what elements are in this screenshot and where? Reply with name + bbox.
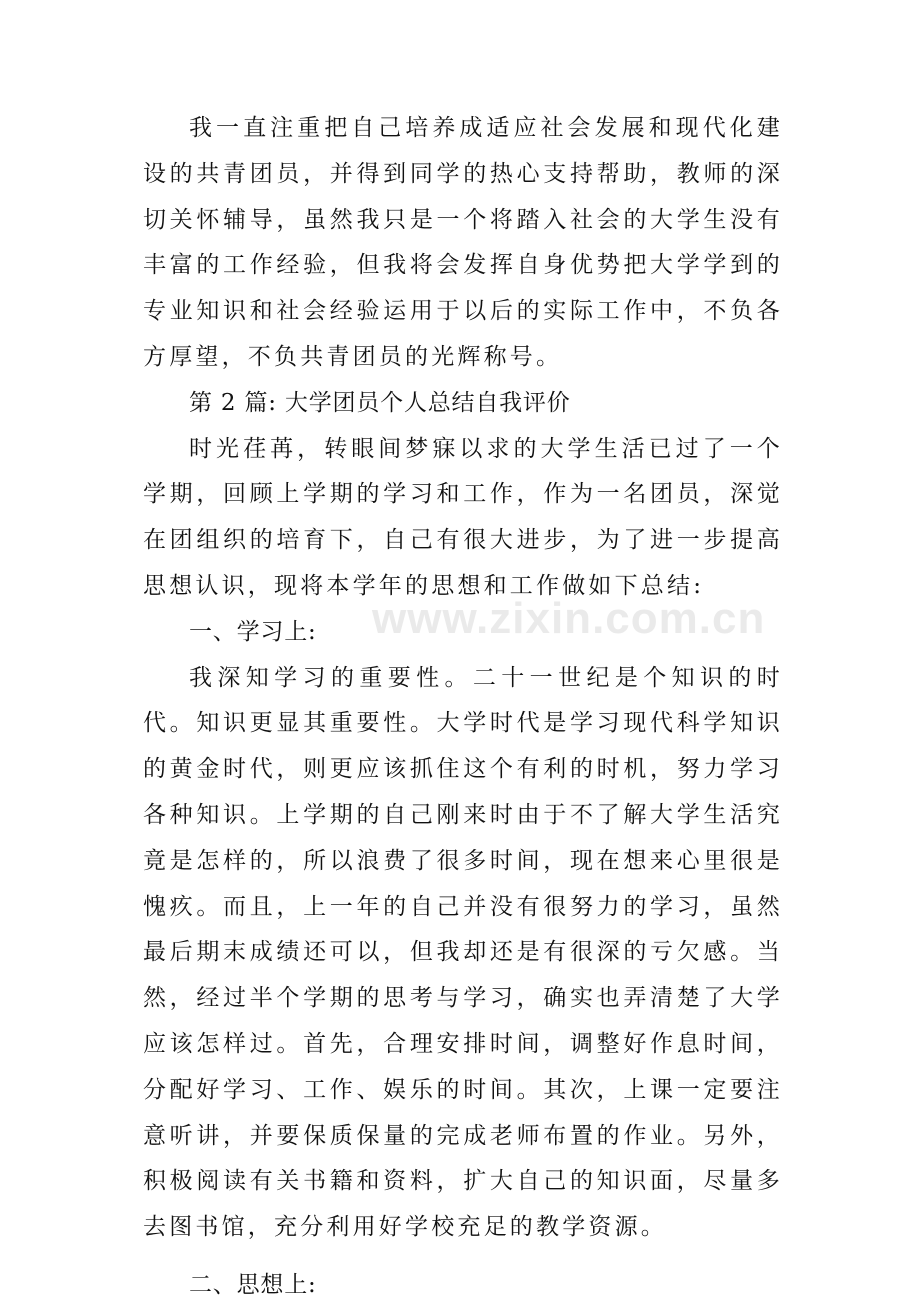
article-heading: 第 2 篇: 大学团员个人总结自我评价 (189, 389, 571, 416)
paragraph-overview: 时光荏苒，转眼间梦寐以求的大学生活已过了一个学期，回顾上学期的学习和工作，作为一名团员，深觉在团组织的培育下，自己有很大进步，为了进一步提高思想认识，现将本学年的思想和工作做如下总结: (143, 435, 783, 599)
section-heading-study: 一、学习上: (189, 618, 317, 645)
watermark: www.zixin.com.cn (372, 594, 766, 643)
section-heading-thought: 二、思想上: (189, 1271, 317, 1298)
paragraph-intro: 我一直注重把自己培养成适应社会发展和现代化建设的共青团员，并得到同学的热心支持帮助，教师的深切关怀辅导，虽然我只是一个将踏入社会的大学生没有丰富的工作经验，但我将会发挥自身优势把大学学到的专业知识和社会经验运用于以后的实际工作中，不负各方厚望，不负共青团员的光辉称号。 (143, 115, 783, 370)
document-body (143, 106, 783, 1309)
paragraph-study: 我深知学习的重要性。二十一世纪是个知识的时代。知识更显其重要性。大学时代是学习现代科学知识的黄金时代，则更应该抓住这个有利的时机，努力学习各种知识。上学期的自己刚来时由于不了解大学生活究竟是怎样的，所以浪费了很多时间，现在想来心里很是愧疚。而且，上一年的自己并没有很努力的学习，虽然最后期末成绩还可以，但我却还是有很深的亏欠感。当然，经过半个学期的思考与学习，确实也弄清楚了大学应该怎样过。首先，合理安排时间，调整好作息时间，分配好学习、工作、娱乐的时间。其次，上课一定要注意听讲，并要保质保量的完成老师布置的作业。另外，积极阅读有关书籍和资料，扩大自己的知识面，尽量多去图书馆，充分利用好学校充足的教学资源。 (143, 664, 783, 1241)
